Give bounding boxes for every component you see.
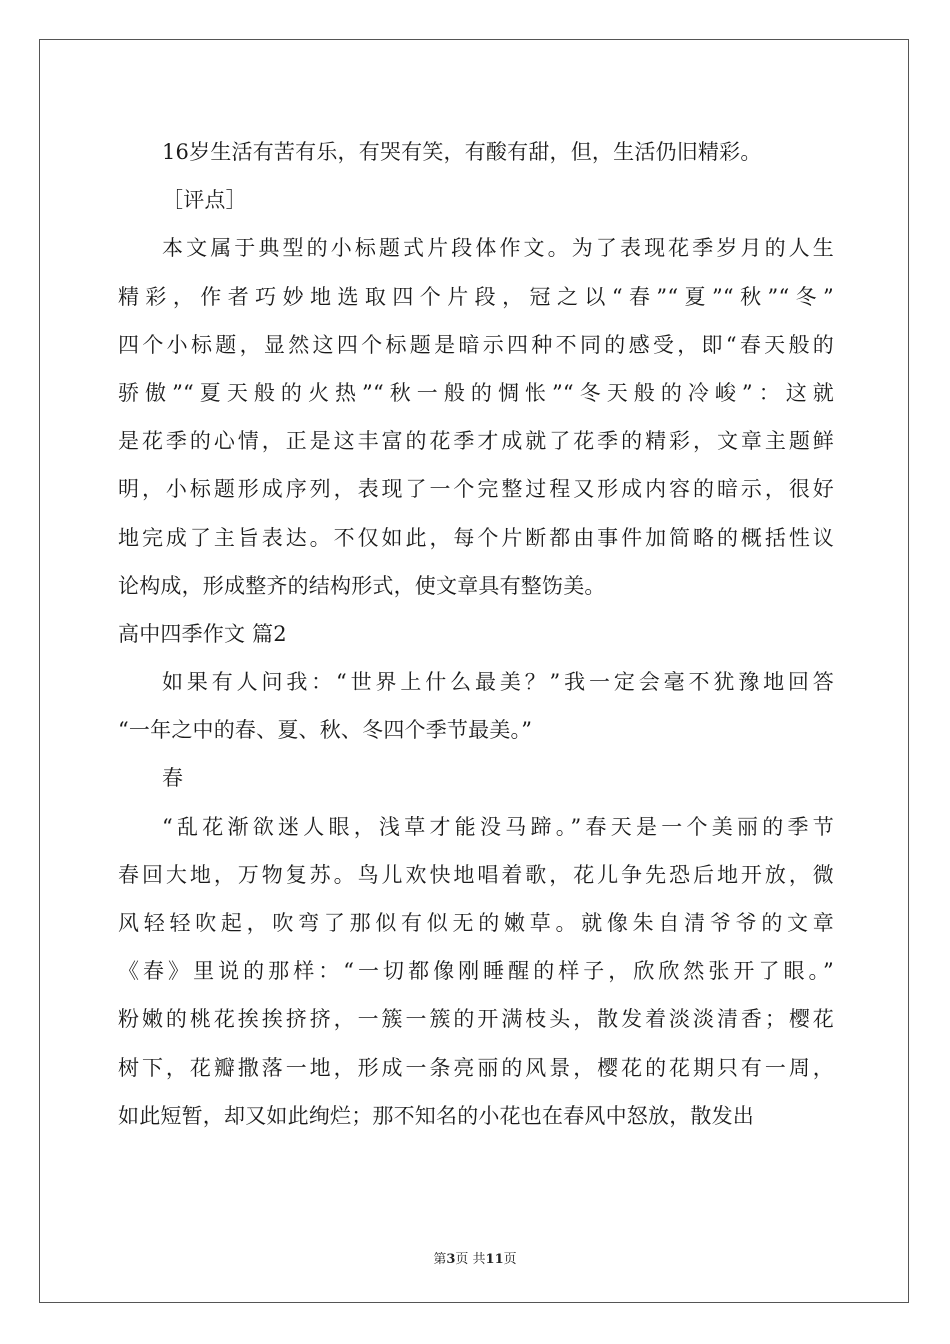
paragraph-spring	[118, 803, 834, 1140]
paragraph-comment-label	[118, 176, 834, 224]
subheading-spring	[118, 754, 834, 802]
text-line: 明，小标题形成序列，表现了一个完整过程又形成内容的暗示，很好	[118, 477, 834, 502]
text-line: “一年之中的春、夏、秋、冬四个季节最美。”	[118, 718, 533, 743]
text-line: “乱花渐欲迷人眼，浅草才能没马蹄。”春天是一个美丽的季节	[162, 814, 834, 839]
text-line: 高中四季作文 篇2	[118, 621, 287, 646]
text-line: 是花季的心情，正是这丰富的花季才成就了花季的精彩，文章主题鲜	[118, 429, 834, 454]
text-line: 本文属于典型的小标题式片段体作文。为了表现花季岁月的人生	[162, 236, 834, 261]
document-body	[118, 128, 834, 1140]
text-line: 树下，花瓣撒落一地，形成一条亮丽的风景，樱花的花期只有一周，	[118, 1055, 834, 1080]
text-line: 粉嫩的桃花挨挨挤挤，一簇一簇的开满枝头，散发着淡淡清香；樱花	[118, 1007, 834, 1032]
paragraph-comment-body	[118, 224, 834, 610]
page-footer	[0, 1248, 950, 1267]
text-line: ［评点］	[162, 188, 247, 213]
text-line: 论构成，形成整齐的结构形式，使文章具有整饬美。	[118, 573, 606, 598]
text-line: 骄傲”“夏天般的火热”“秋一般的惆怅”“冬天般的冷峻”：这就	[118, 380, 834, 405]
text-line: 16岁生活有苦有乐，有哭有笑，有酸有甜，但，生活仍旧精彩。	[162, 140, 762, 164]
current-page-number: 3	[446, 1252, 456, 1267]
footer-prefix: 第	[433, 1252, 447, 1267]
text-line: 《春》里说的那样：“一切都像刚睡醒的样子，欣欣然张开了眼。”	[118, 959, 834, 984]
paragraph-intro	[118, 658, 834, 754]
text-line: 四个小标题，显然这四个标题是暗示四种不同的感受，即“春天般的	[118, 332, 834, 357]
paragraph-life-summary	[118, 128, 834, 176]
footer-middle: 页 共	[455, 1252, 486, 1267]
footer-suffix: 页	[503, 1252, 517, 1267]
section-heading	[118, 610, 834, 658]
text-line: 春回大地，万物复苏。鸟儿欢快地唱着歌，花儿争先恐后地开放，微	[118, 862, 834, 887]
text-line: 如此短暂，却又如此绚烂；那不知名的小花也在春风中怒放，散发出	[118, 1103, 754, 1128]
text-line: 地完成了主旨表达。不仅如此，每个片断都由事件加简略的概括性议	[118, 525, 834, 550]
text-line: 如果有人问我：“世界上什么最美？”我一定会毫不犹豫地回答	[162, 670, 834, 695]
text-line: 风轻轻吹起，吹弯了那似有似无的嫩草。就像朱自清爷爷的文章	[118, 911, 834, 935]
total-page-number: 11	[485, 1252, 504, 1267]
text-line: 精彩，作者巧妙地选取四个片段，冠之以“春”“夏”“秋”“冬”	[118, 284, 834, 309]
text-line: 春	[162, 766, 184, 791]
